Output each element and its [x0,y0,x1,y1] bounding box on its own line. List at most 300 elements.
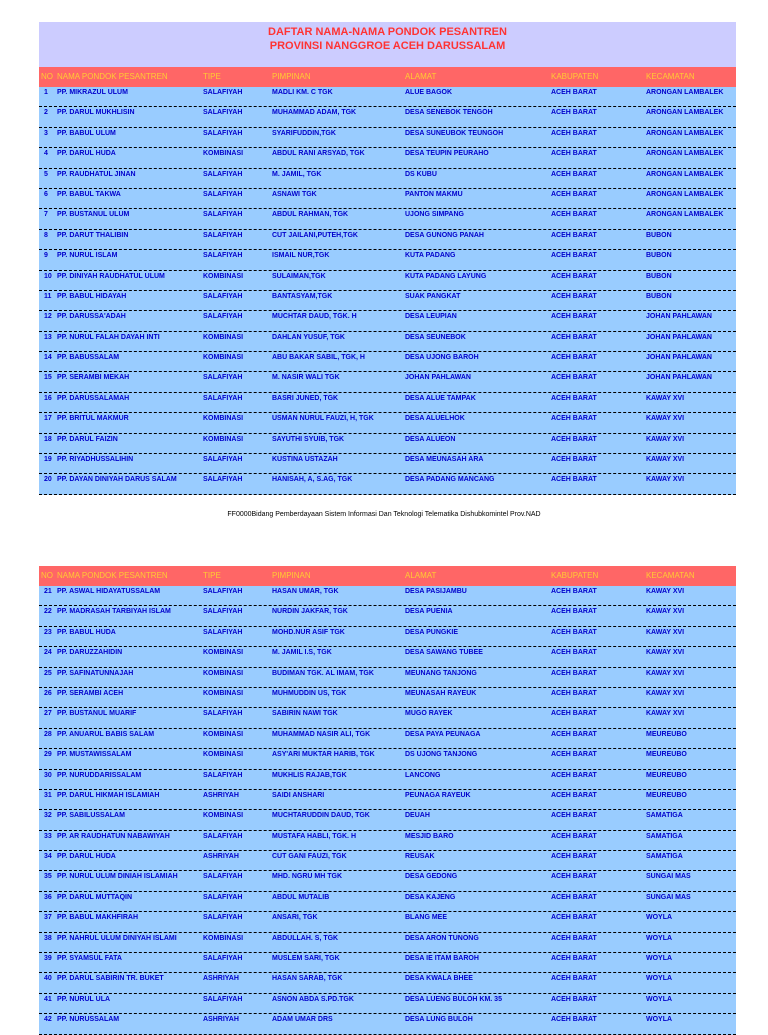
cell-alamat: DESA ALUEON [405,435,456,443]
cell-nama: PP. ANUARUL BABIS SALAM [57,730,155,738]
cell-pimpinan: ABDUL RAHMAN, TGK [272,211,349,219]
cell-nama: PP. DARUT THALIBIN [57,231,129,239]
cell-pimpinan: CUT JAILANI,PUTEH,TGK [272,231,358,239]
cell-tipe: SALAFIYAH [203,873,243,881]
cell-tipe: SALAFIYAH [203,628,243,636]
header-pimpinan: PIMPINAN [272,72,311,81]
table-row [39,606,736,626]
cell-no: 26 [44,689,52,697]
table-row [39,250,736,270]
cell-nama: PP. DARUL FAIZIN [57,435,118,443]
cell-nama: PP. ASWAL HIDAYATUSSALAM [57,588,161,595]
cell-alamat: MUGO RAYEK [405,710,453,718]
cell-kecamatan: KAWAY XVI [646,476,685,484]
cell-nama: PP. DARUL HIKMAH ISLAMIAH [57,791,160,799]
cell-no: 40 [44,975,52,983]
cell-pimpinan: DAHLAN YUSUF, TGK [272,333,345,341]
cell-kecamatan: MEUREUBO [646,791,687,799]
cell-nama: PP. AR RAUDHATUN NABAWIYAH [57,832,170,840]
table-row [39,851,736,871]
cell-no: 6 [44,190,48,198]
cell-nama: PP. BABUL TAKWA [57,190,121,198]
cell-kecamatan: ARONGAN LAMBALEK [646,150,724,158]
cell-pimpinan: ABDULLAH. S, TGK [272,934,339,942]
cell-no: 20 [44,476,52,484]
cell-tipe: KOMBINASI [203,730,244,738]
cell-tipe: SALAFIYAH [203,129,243,137]
cell-kabupaten: ACEH BARAT [551,89,597,96]
cell-no: 41 [44,995,52,1003]
cell-kecamatan: WOYLA [646,934,673,942]
cell-nama: PP. NURUSSALAM [57,1016,120,1024]
cell-no: 8 [44,231,48,239]
cell-pimpinan: KUSTINA USTAZAH [272,456,338,464]
cell-tipe: SALAFIYAH [203,914,243,922]
cell-alamat: DESA KAJENG [405,893,456,901]
table-row [39,790,736,810]
table-row [39,372,736,392]
table-row [39,933,736,953]
cell-nama: PP. MADRASAH TARBIYAH ISLAM [57,608,171,616]
cell-tipe: ASHRIYAH [203,791,239,799]
cell-no: 22 [44,608,52,616]
cell-kabupaten: ACEH BARAT [551,608,597,616]
table-row [39,332,736,352]
cell-alamat: DESA LUENG BULOH KM. 35 [405,995,502,1003]
cell-no: 12 [44,313,52,321]
cell-alamat: MESJID BARO [405,832,454,840]
cell-kecamatan: BUBON [646,272,672,280]
cell-kabupaten: ACEH BARAT [551,751,597,759]
cell-tipe: KOMBINASI [203,751,244,759]
cell-nama: PP. SERAMBI MEKAH [57,374,130,382]
cell-no: 16 [44,394,52,402]
cell-kabupaten: ACEH BARAT [551,252,597,260]
cell-pimpinan: SABIRIN NAWI TGK [272,710,338,718]
table-row [39,668,736,688]
cell-alamat: REUSAK [405,853,435,861]
cell-kecamatan: BUBON [646,252,672,260]
cell-no: 5 [44,170,48,178]
cell-kabupaten: ACEH BARAT [551,893,597,901]
cell-kecamatan: KAWAY XVI [646,394,685,402]
table-row [39,770,736,790]
cell-tipe: ASHRIYAH [203,853,239,861]
cell-kecamatan: KAWAY XVI [646,710,685,718]
table-body-page2 [39,586,736,1035]
table-row [39,107,736,127]
cell-pimpinan: BUDIMAN TGK. AL IMAM, TGK [272,669,374,677]
cell-nama: PP. BRITUL MAKMUR [57,415,129,423]
cell-kecamatan: WOYLA [646,955,673,963]
cell-alamat: MEUNASAH RAYEUK [405,689,477,697]
cell-no: 17 [44,415,52,423]
cell-kecamatan: ARONGAN LAMBALEK [646,89,724,96]
cell-nama: PP. DARUL MUTTAQIN [57,893,133,901]
table-header-page1 [39,67,736,87]
cell-nama: PP. BABUL MAKHFIRAH [57,914,139,922]
cell-kecamatan: KAWAY XVI [646,415,685,423]
header-kabupaten: KABUPATEN [551,571,599,580]
cell-kabupaten: ACEH BARAT [551,710,597,718]
cell-kabupaten: ACEH BARAT [551,730,597,738]
cell-alamat: SUAK PANGKAT [405,292,461,300]
cell-no: 31 [44,791,52,799]
cell-kecamatan: ARONGAN LAMBALEK [646,170,724,178]
cell-pimpinan: ASY'ARI MUKTAR HARIB, TGK [272,751,375,759]
cell-kabupaten: ACEH BARAT [551,415,597,423]
cell-tipe: SALAFIYAH [203,109,243,117]
cell-pimpinan: MUCHTARUDDIN DAUD, TGK [272,812,370,820]
document-title-line1: DAFTAR NAMA-NAMA PONDOK PESANTREN [268,26,507,38]
cell-nama: PP. BABUL ULUM [57,129,116,137]
cell-nama: PP. BUSTANUL ULUM [57,211,130,219]
cell-no: 25 [44,669,52,677]
table-row [39,413,736,433]
cell-no: 42 [44,1016,52,1024]
cell-tipe: SALAFIYAH [203,292,243,300]
document-title-box [39,22,736,67]
header-nama: NAMA PONDOK PESANTREN [57,571,168,580]
cell-nama: PP. SERAMBI ACEH [57,689,124,697]
cell-kabupaten: ACEH BARAT [551,150,597,158]
cell-kabupaten: ACEH BARAT [551,995,597,1003]
cell-pimpinan: USMAN NURUL FAUZI, H, TGK [272,415,374,423]
cell-tipe: ASHRIYAH [203,975,239,983]
cell-tipe: KOMBINASI [203,415,244,423]
header-tipe: TIPE [203,72,221,81]
cell-kecamatan: KAWAY XVI [646,588,685,595]
cell-kabupaten: ACEH BARAT [551,129,597,137]
cell-alamat: DESA PUNGKIE [405,628,459,636]
table-row [39,434,736,454]
header-kabupaten: KABUPATEN [551,72,599,81]
cell-alamat: DESA ALUELHOK [405,415,465,423]
cell-nama: PP. MUSTAWISSALAM [57,751,132,759]
header-tipe: TIPE [203,571,221,580]
cell-kabupaten: ACEH BARAT [551,791,597,799]
cell-tipe: SALAFIYAH [203,476,243,484]
cell-pimpinan: MOHD.NUR ASIF TGK [272,628,345,636]
cell-nama: PP. NURUL ULUM DINIAH ISLAMIAH [57,873,178,881]
cell-kabupaten: ACEH BARAT [551,649,597,657]
cell-no: 19 [44,456,52,464]
table-row [39,271,736,291]
cell-kabupaten: ACEH BARAT [551,873,597,881]
table-row [39,311,736,331]
cell-pimpinan: MUHMUDDIN US, TGK [272,689,347,697]
cell-pimpinan: MUSTAFA HABLI, TGK. H [272,832,356,840]
cell-kabupaten: ACEH BARAT [551,771,597,779]
cell-no: 33 [44,832,52,840]
table-row [39,688,736,708]
cell-no: 28 [44,730,52,738]
cell-pimpinan: M. JAMIL I.S, TGK [272,649,332,657]
cell-pimpinan: MUHAMMAD ADAM, TGK [272,109,357,117]
cell-nama: PP. BUSTANUL MUARIF [57,710,137,718]
cell-alamat: LANCONG [405,771,441,779]
cell-no: 23 [44,628,52,636]
cell-nama: PP. RIYADHUSSALIHIN [57,456,134,464]
cell-pimpinan: SAIDI ANSHARI [272,791,325,799]
cell-kecamatan: KAWAY XVI [646,435,685,443]
cell-kabupaten: ACEH BARAT [551,313,597,321]
cell-nama: PP. NURUDDARISSALAM [57,771,142,779]
cell-tipe: SALAFIYAH [203,190,243,198]
cell-pimpinan: SYARIFUDDIN,TGK [272,129,336,137]
cell-kabupaten: ACEH BARAT [551,1016,597,1024]
cell-kabupaten: ACEH BARAT [551,832,597,840]
cell-kabupaten: ACEH BARAT [551,812,597,820]
cell-alamat: DESA UJONG BAROH [405,354,479,362]
cell-pimpinan: HANISAH, A, S.AG, TGK [272,476,353,484]
cell-no: 18 [44,435,52,443]
cell-kecamatan: BUBON [646,292,672,300]
cell-pimpinan: MHD. NGRU MH TGK [272,873,342,881]
table-row [39,953,736,973]
cell-alamat: DESA IE ITAM BAROH [405,955,479,963]
cell-kabupaten: ACEH BARAT [551,975,597,983]
cell-pimpinan: M. NASIR WALI TGK [272,374,340,382]
cell-kecamatan: KAWAY XVI [646,669,685,677]
cell-alamat: DESA LEUPIAN [405,313,457,321]
cell-tipe: KOMBINASI [203,934,244,942]
cell-alamat: DESA SAWANG TUBEE [405,649,483,657]
cell-tipe: SALAFIYAH [203,893,243,901]
cell-kabupaten: ACEH BARAT [551,170,597,178]
cell-no: 21 [44,588,52,595]
cell-no: 7 [44,211,48,219]
cell-kabupaten: ACEH BARAT [551,588,597,595]
cell-kecamatan: SAMATIGA [646,832,683,840]
cell-nama: PP. DARUL HUDA [57,150,116,158]
cell-kabupaten: ACEH BARAT [551,292,597,300]
cell-no: 32 [44,812,52,820]
cell-kecamatan: KAWAY XVI [646,628,685,636]
table-row [39,647,736,667]
cell-no: 14 [44,354,52,362]
cell-no: 38 [44,934,52,942]
cell-kecamatan: MEUREUBO [646,771,687,779]
cell-nama: PP. DAYAN DINIYAH DARUS SALAM [57,476,177,484]
cell-tipe: KOMBINASI [203,649,244,657]
table-row [39,708,736,728]
cell-kecamatan: JOHAN PAHLAWAN [646,354,712,362]
cell-kecamatan: MEUREUBO [646,751,687,759]
cell-kecamatan: WOYLA [646,975,673,983]
cell-alamat: JOHAN PAHLAWAN [405,374,471,382]
cell-nama: PP. DARUL HUDA [57,853,116,861]
cell-alamat: UJONG SIMPANG [405,211,464,219]
cell-no: 2 [44,109,48,117]
cell-no: 13 [44,333,52,341]
cell-tipe: ASHRIYAH [203,1016,239,1024]
cell-kecamatan: KAWAY XVI [646,456,685,464]
cell-no: 1 [44,89,48,96]
cell-kecamatan: WOYLA [646,914,673,922]
cell-alamat: DESA MEUNASAH ARA [405,456,484,464]
cell-alamat: DESA SUNEUBOK TEUNGOH [405,129,504,137]
cell-kecamatan: JOHAN PAHLAWAN [646,374,712,382]
cell-kabupaten: ACEH BARAT [551,628,597,636]
cell-tipe: KOMBINASI [203,435,244,443]
table-row [39,87,736,107]
table-row [39,586,736,606]
table-row [39,729,736,749]
cell-alamat: PEUNAGA RAYEUK [405,791,471,799]
cell-nama: PP. DARUL SABIRIN TR. BUKET [57,975,164,983]
cell-alamat: PANTON MAKMU [405,190,463,198]
cell-kabupaten: ACEH BARAT [551,689,597,697]
cell-alamat: ALUE BAGOK [405,89,453,96]
cell-alamat: MEUNANG TANJONG [405,669,477,677]
table-row [39,627,736,647]
cell-pimpinan: ANSARI, TGK [272,914,318,922]
table-row [39,973,736,993]
cell-no: 10 [44,272,52,280]
cell-pimpinan: HASAN SARAB, TGK [272,975,343,983]
cell-alamat: DESA GUNONG PANAH [405,231,484,239]
cell-pimpinan: MADLI KM. C TGK [272,89,333,96]
cell-tipe: SALAFIYAH [203,588,243,595]
cell-kecamatan: MEUREUBO [646,730,687,738]
cell-alamat: DESA GEDONG [405,873,458,881]
cell-alamat: KUTA PADANG [405,252,456,260]
table-row [39,454,736,474]
cell-nama: PP. SYAMSUL FATA [57,955,122,963]
document-title-line2: PROVINSI NANGGROE ACEH DARUSSALAM [269,40,506,52]
cell-nama: PP. SAFINATUNNAJAH [57,669,134,677]
cell-nama: PP. BABUL HUDA [57,628,116,636]
table-row [39,831,736,851]
cell-kecamatan: JOHAN PAHLAWAN [646,333,712,341]
cell-no: 24 [44,649,52,657]
cell-kabupaten: ACEH BARAT [551,374,597,382]
cell-alamat: DESA ARON TUNONG [405,934,479,942]
cell-kecamatan: BUBON [646,231,672,239]
cell-nama: PP. NURUL ISLAM [57,252,118,260]
cell-kabupaten: ACEH BARAT [551,231,597,239]
cell-pimpinan: M. JAMIL, TGK [272,170,322,178]
cell-kecamatan: WOYLA [646,995,673,1003]
cell-nama: PP. BABUSSALAM [57,354,120,362]
table-row [39,912,736,932]
table-row [39,209,736,229]
cell-tipe: SALAFIYAH [203,832,243,840]
cell-alamat: DESA LUNG BULOH [405,1016,473,1024]
cell-pimpinan: ABU BAKAR SABIL, TGK, H [272,354,365,362]
cell-tipe: KOMBINASI [203,272,244,280]
cell-no: 3 [44,129,48,137]
cell-kabupaten: ACEH BARAT [551,394,597,402]
cell-kecamatan: ARONGAN LAMBALEK [646,109,724,117]
header-no: NO [41,72,53,81]
cell-pimpinan: MUCHTAR DAUD, TGK. H [272,313,357,321]
cell-kabupaten: ACEH BARAT [551,211,597,219]
cell-alamat: DEUAH [405,812,430,820]
cell-tipe: SALAFIYAH [203,252,243,260]
table-row [39,128,736,148]
header-alamat: ALAMAT [405,571,437,580]
table-header-page2 [39,566,736,586]
cell-tipe: SALAFIYAH [203,89,243,96]
cell-nama: PP. DARUZZAHIDIN [57,649,123,657]
cell-tipe: KOMBINASI [203,812,244,820]
cell-nama: PP. NAHRUL ULUM DINIYAH ISLAMI [57,934,177,942]
cell-no: 9 [44,252,48,260]
header-pimpinan: PIMPINAN [272,571,311,580]
cell-nama: PP. SABILUSSALAM [57,812,125,820]
cell-tipe: KOMBINASI [203,150,244,158]
cell-pimpinan: ABDUL RANI ARSYAD, TGK [272,150,365,158]
cell-kabupaten: ACEH BARAT [551,190,597,198]
cell-pimpinan: ASNAWI TGK [272,190,317,198]
cell-pimpinan: HASAN UMAR, TGK [272,588,339,595]
cell-kabupaten: ACEH BARAT [551,914,597,922]
cell-pimpinan: ABDUL MUTALIB [272,893,330,901]
cell-nama: PP. MIKRAZUL ULUM [57,89,128,96]
cell-no: 39 [44,955,52,963]
cell-kecamatan: SAMATIGA [646,853,683,861]
cell-no: 34 [44,853,52,861]
cell-kecamatan: SUNGAI MAS [646,873,691,881]
table-row [39,352,736,372]
cell-kecamatan: KAWAY XVI [646,608,685,616]
cell-nama: PP. DARUSSALAMAH [57,394,130,402]
table-body-page1 [39,87,736,495]
cell-tipe: KOMBINASI [203,669,244,677]
cell-tipe: KOMBINASI [203,689,244,697]
cell-no: 15 [44,374,52,382]
cell-kecamatan: ARONGAN LAMBALEK [646,190,724,198]
cell-nama: PP. BABUL HIDAYAH [57,292,127,300]
cell-tipe: SALAFIYAH [203,608,243,616]
cell-tipe: KOMBINASI [203,333,244,341]
table-row [39,230,736,250]
cell-kabupaten: ACEH BARAT [551,456,597,464]
cell-kabupaten: ACEH BARAT [551,109,597,117]
cell-tipe: SALAFIYAH [203,313,243,321]
cell-nama: PP. NURUL FALAH DAYAH INTI [57,333,160,341]
cell-kabupaten: ACEH BARAT [551,853,597,861]
cell-pimpinan: BANTASYAM,TGK [272,292,333,300]
cell-tipe: SALAFIYAH [203,394,243,402]
cell-alamat: DESA ALUE TAMPAK [405,394,476,402]
cell-kecamatan: JOHAN PAHLAWAN [646,313,712,321]
cell-nama: PP. RAUDHATUL JINAN [57,170,136,178]
cell-alamat: DESA KWALA BHEE [405,975,473,983]
cell-no: 11 [44,292,52,300]
header-kecamatan: KECAMATAN [646,571,695,580]
cell-pimpinan: SULAIMAN,TGK [272,272,326,280]
cell-alamat: DESA PADANG MANCANG [405,476,495,484]
cell-kecamatan: SAMATIGA [646,812,683,820]
cell-kabupaten: ACEH BARAT [551,435,597,443]
cell-alamat: DESA SEUNEBOK [405,333,466,341]
table-row [39,291,736,311]
cell-alamat: DESA PUENIA [405,608,453,616]
cell-no: 27 [44,710,52,718]
cell-pimpinan: MUKHLIS RAJAB,TGK [272,771,347,779]
cell-nama: PP. DARUL MUKHLISIN [57,109,135,117]
cell-alamat: DESA PAYA PEUNAGA [405,730,481,738]
cell-no: 4 [44,150,48,158]
cell-tipe: SALAFIYAH [203,231,243,239]
cell-kecamatan: ARONGAN LAMBALEK [646,211,724,219]
cell-tipe: SALAFIYAH [203,995,243,1003]
page-footer: FF0000Bidang Pemberdayaan Sistem Informasi Dan Teknologi Telematika Dishubkomintel Prov.NAD [227,511,541,518]
cell-kabupaten: ACEH BARAT [551,354,597,362]
